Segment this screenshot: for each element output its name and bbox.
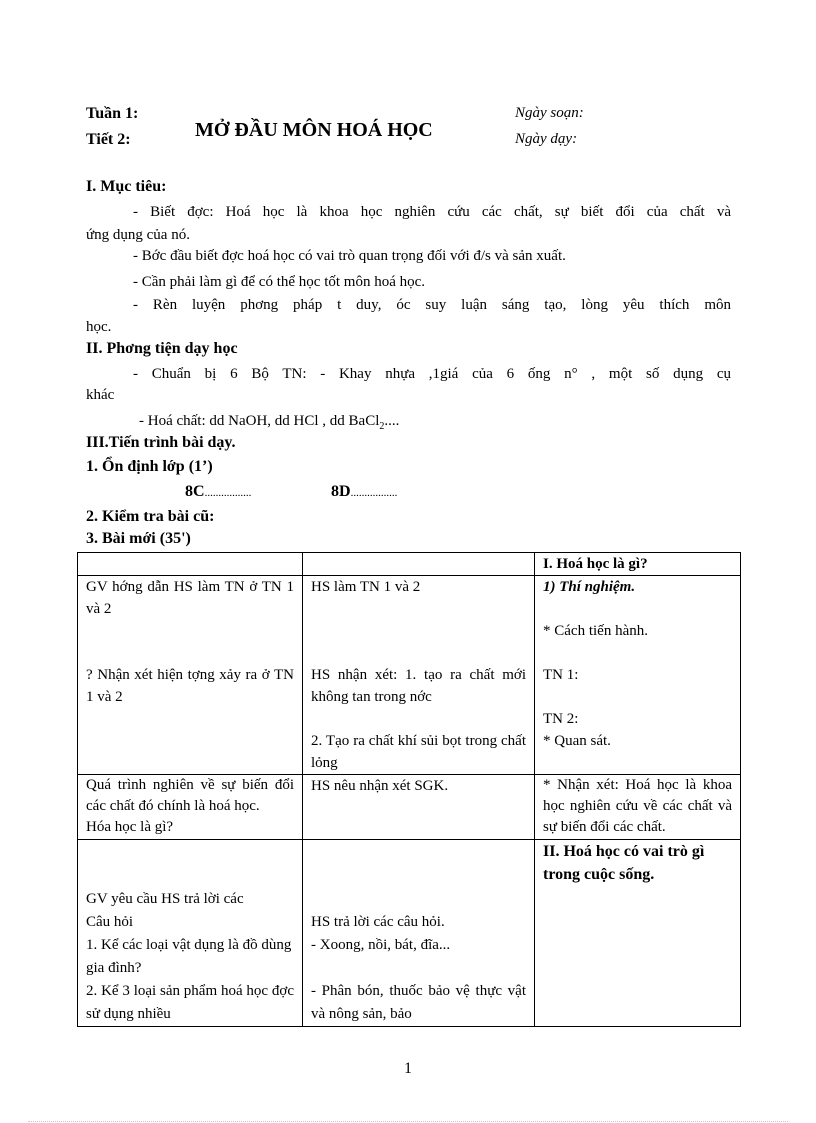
- class-8d-dots: .................: [350, 487, 398, 499]
- teacher-activity-cell: [78, 840, 303, 1027]
- chemicals-text: - Hoá chất: dd NaOH, dd HCl , dd BaCl: [139, 413, 380, 429]
- means-heading: II. Phơng tiện dạy học: [86, 340, 238, 357]
- spacer: [311, 840, 526, 911]
- spacer: [543, 598, 732, 620]
- page-bottom-rule: [28, 1121, 788, 1122]
- period-label: Tiết 2:: [86, 131, 131, 148]
- content-text: TN 2:: [543, 711, 579, 727]
- content-text: 1) Thí nghiệm.: [543, 579, 636, 595]
- week-label: Tuần 1:: [86, 105, 139, 122]
- student-text: - Xoong, nồi, bát, đĩa...: [311, 937, 451, 953]
- objective-line: - Biết đợc: Hoá học là khoa học nghiên cứu các chất, sự biết đổi của chất và: [133, 204, 731, 220]
- prep-date-label: Ngày soạn:: [515, 105, 584, 121]
- spacer: [86, 620, 294, 664]
- means-line: - Chuẩn bị 6 Bộ TN: - Khay nhựa ,1giá của 6 ống n° , một số dụng cụ: [133, 366, 731, 382]
- class-8c: [185, 483, 251, 501]
- student-activity-cell: [303, 840, 535, 1027]
- section-title-cell: I. Hoá học là gì?: [535, 553, 741, 576]
- new-lesson-heading: 3. Bài mới (35'): [86, 530, 191, 547]
- page-number: 1: [404, 1060, 412, 1077]
- means-line: khác: [86, 387, 115, 403]
- content-cell: [535, 840, 741, 1027]
- table-row: [78, 840, 741, 1027]
- chemicals-subscript: 2: [379, 421, 385, 432]
- process-heading: III.Tiến trình bài dạy.: [86, 434, 236, 451]
- class-8c-label: 8C: [185, 483, 205, 500]
- table-row: [78, 576, 741, 775]
- teacher-text: GV yêu cầu HS trả lời các: [86, 891, 244, 907]
- spacer: [543, 686, 732, 708]
- class-8d-label: 8D: [331, 483, 351, 500]
- teacher-text: Quá trình nghiên về sự biến đổi các chất đó chính là hoá học.: [86, 777, 294, 814]
- lesson-title: MỞ ĐẦU MÔN HOÁ HỌC: [195, 119, 433, 141]
- content-cell: [535, 576, 741, 775]
- spacer: [543, 642, 732, 664]
- class-8c-dots: .................: [204, 487, 252, 499]
- objective-line: ứng dụng của nó.: [86, 227, 190, 243]
- spacer: [311, 598, 526, 664]
- chemicals-tail: ....: [384, 413, 400, 429]
- section-title: II. Hoá học có vai trò gì trong cuộc sống.: [543, 843, 705, 883]
- stabilize-heading: 1. Ổn định lớp (1’): [86, 458, 213, 475]
- teacher-text: ? Nhận xét hiện tợng xảy ra ở TN 1 và 2: [86, 667, 294, 705]
- teacher-text: 2. Kể 3 loại sản phẩm hoá học đợc sử dụng nhiều: [86, 983, 294, 1022]
- teacher-text: GV hớng dẫn HS làm TN ở TN 1 và 2: [86, 579, 294, 617]
- content-text: TN 1:: [543, 667, 579, 683]
- spacer: [311, 708, 526, 730]
- student-text: HS trả lời các câu hỏi.: [311, 914, 445, 930]
- objective-line: - Bớc đầu biết đợc hoá học có vai trò quan trọng đối với đ/s và sản xuất.: [133, 248, 566, 264]
- content-text: * Cách tiến hành.: [543, 623, 648, 639]
- table-cell: [78, 553, 303, 576]
- spacer: [311, 957, 526, 980]
- student-activity-cell: [303, 775, 535, 840]
- class-8d: [331, 483, 397, 501]
- teach-date-label: Ngày dạy:: [515, 131, 578, 147]
- table-row: [78, 775, 741, 840]
- objective-line: học.: [86, 319, 112, 335]
- content-text: * Quan sát.: [543, 733, 611, 749]
- teacher-activity-cell: [78, 775, 303, 840]
- student-activity-cell: [303, 576, 535, 775]
- objectives-heading: I. Mục tiêu:: [86, 178, 167, 195]
- student-text: - Phân bón, thuốc bảo vệ thực vật và nông sản, bảo: [311, 983, 526, 1022]
- student-text: HS làm TN 1 và 2: [311, 579, 421, 595]
- old-lesson-heading: 2. Kiểm tra bài cũ:: [86, 508, 215, 525]
- student-text: HS nêu nhận xét SGK.: [311, 778, 449, 794]
- content-cell: [535, 775, 741, 840]
- student-text: HS nhận xét: 1. tạo ra chất mới không tan trong nớc: [311, 667, 526, 705]
- teacher-text: Câu hỏi: [86, 914, 134, 930]
- objective-line: - Rèn luyện phơng pháp t duy, óc suy luận sáng tạo, lòng yêu thích môn: [133, 297, 731, 313]
- content-text: * Nhận xét: Hoá học là khoa học nghiên cứu về các chất và sự biến đổi các chất.: [543, 777, 732, 835]
- student-text: 2. Tạo ra chất khí sủi bọt trong chất lỏng: [311, 733, 526, 771]
- teacher-text: 1. Kể các loại vật dụng là đồ dùng gia đình?: [86, 937, 292, 976]
- objective-line: - Cần phải làm gì để có thể học tốt môn hoá học.: [133, 274, 426, 290]
- lesson-table: [77, 552, 741, 1027]
- table-row: [78, 553, 741, 576]
- table-cell: [303, 553, 535, 576]
- teacher-text: Hóa học là gì?: [86, 819, 174, 835]
- spacer: [86, 840, 294, 888]
- teacher-activity-cell: [78, 576, 303, 775]
